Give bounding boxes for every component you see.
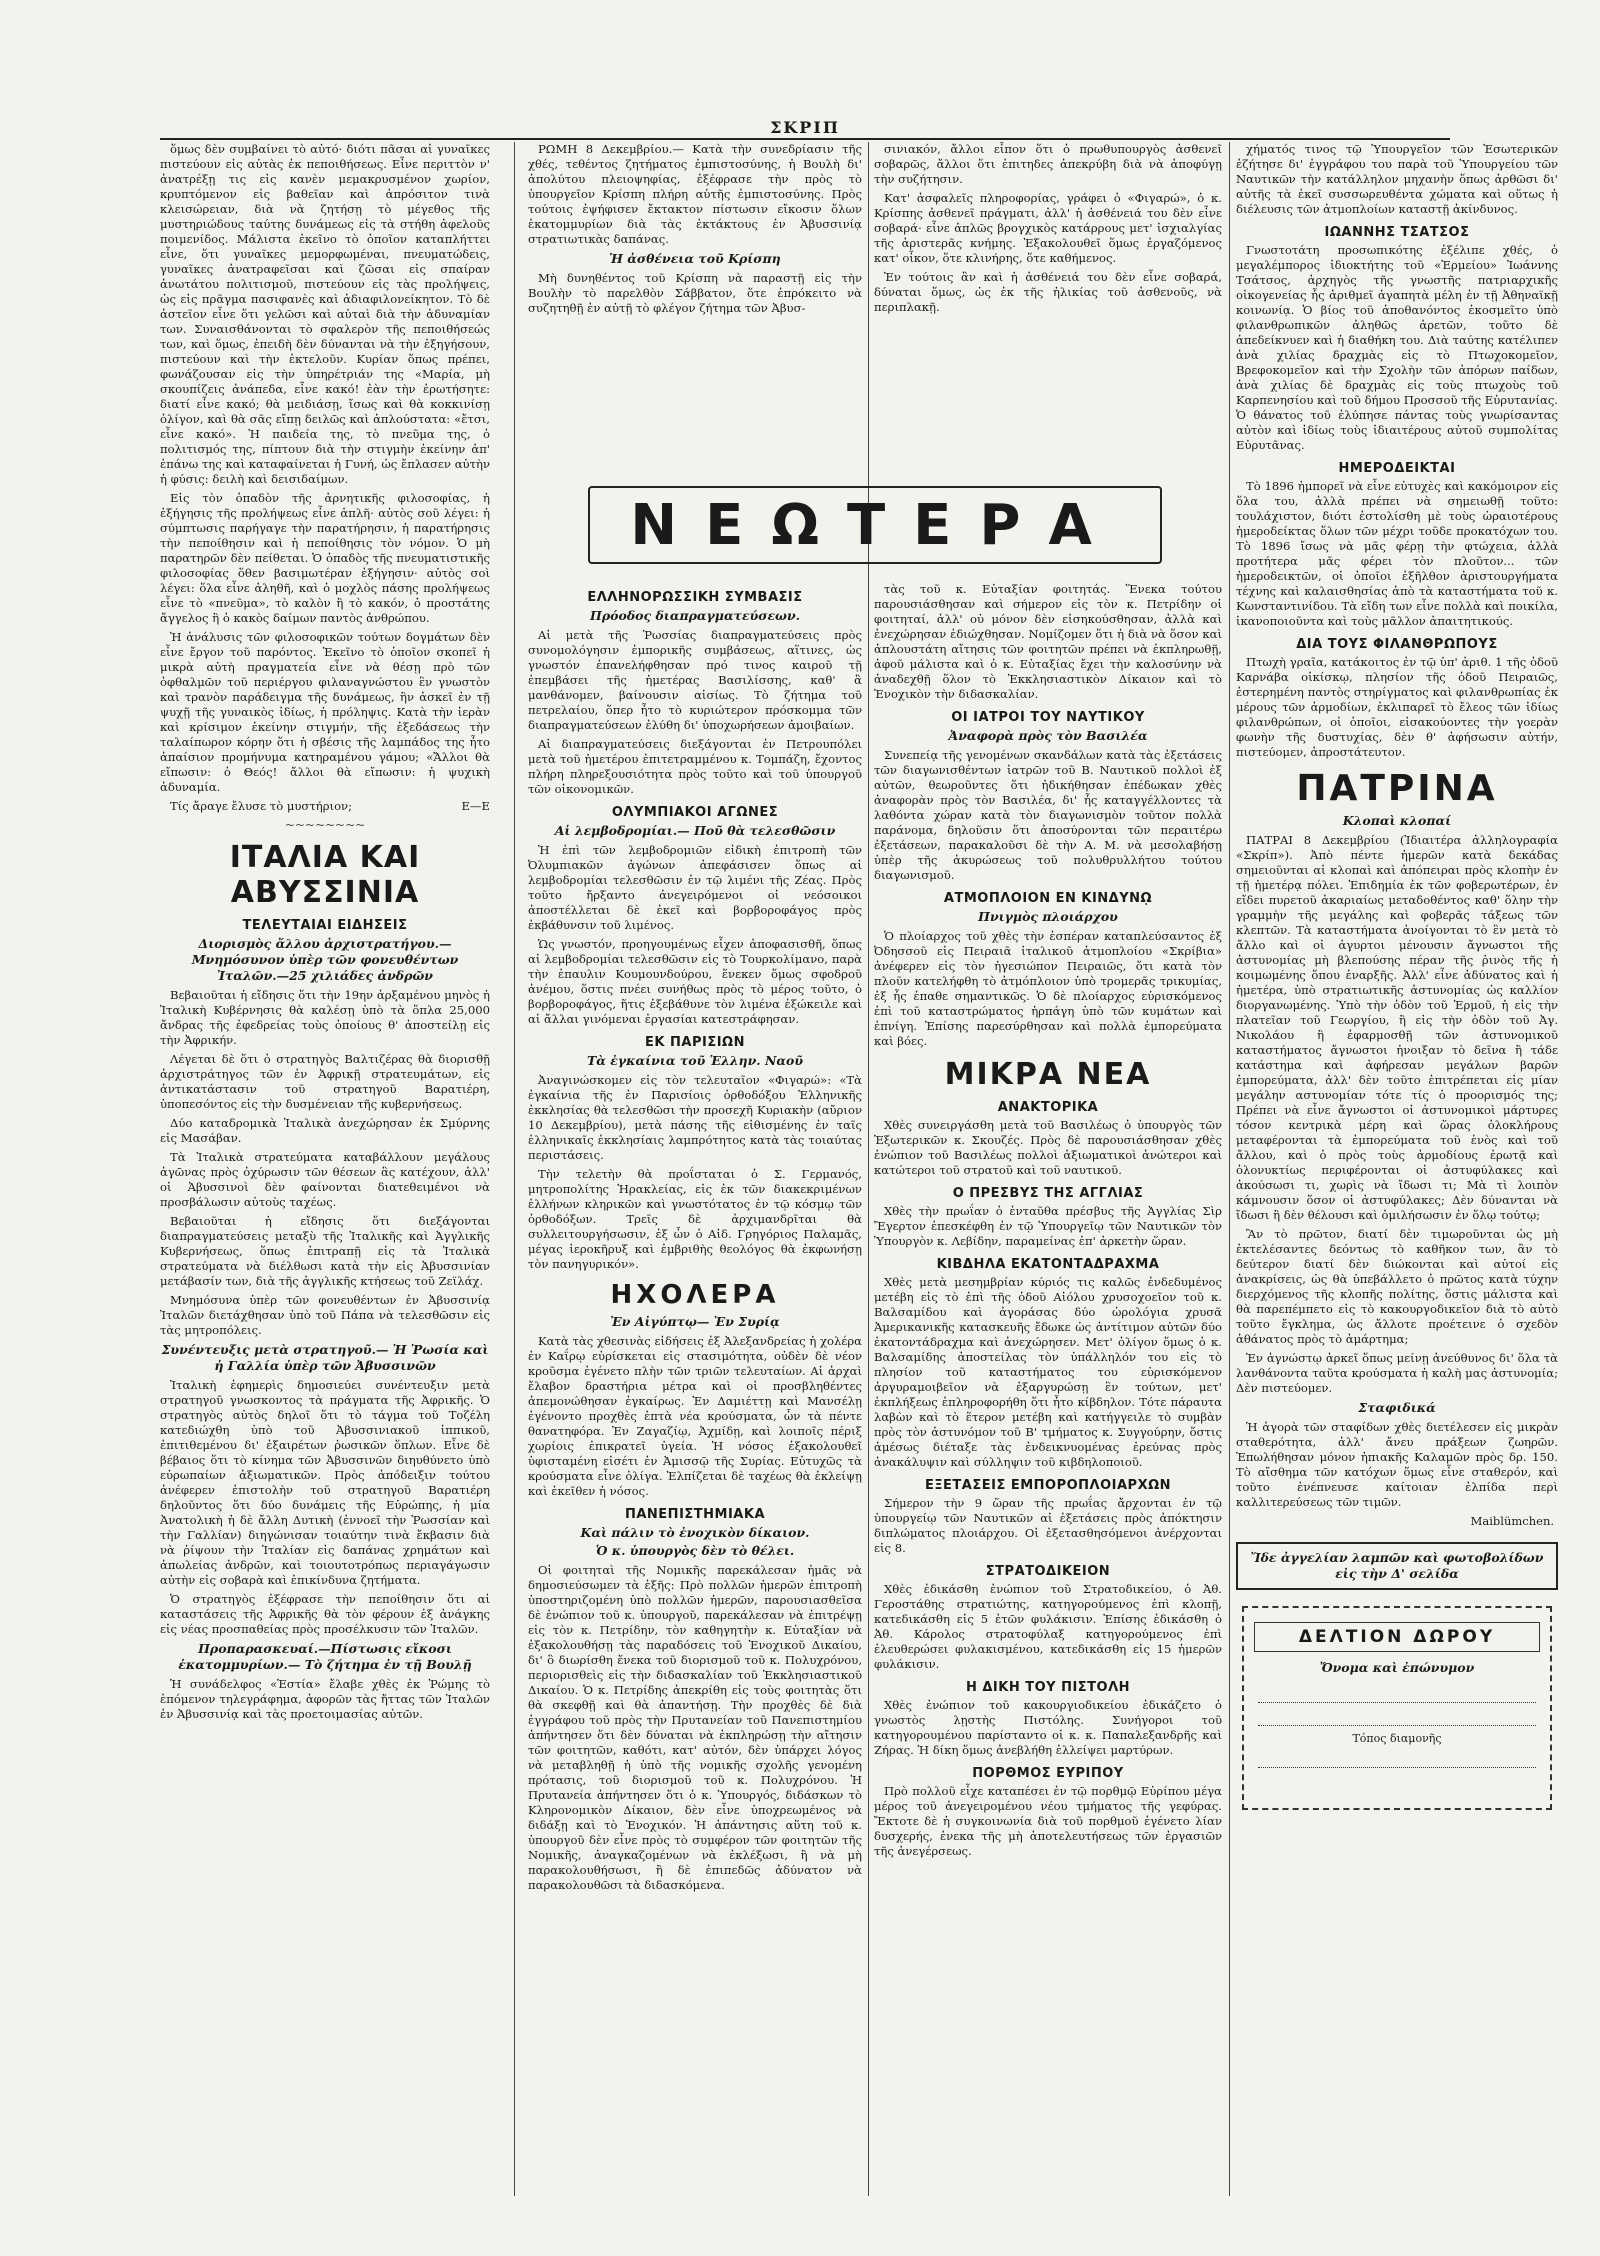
headline: Πρόοδος διαπραγματεύσεων. <box>590 608 800 623</box>
article-text: Ἐν τούτοις ἂν καὶ ἡ ἀσθένειά του δὲν εἶνε σοβαρά, δύναται ὅμως, ὡς ἐκ τῆς ἡλικίας τοῦ ἀσθενοῦς, νὰ περιπλακῇ. <box>874 270 1222 314</box>
separator: ~~~~~~~~ <box>284 818 366 832</box>
article-text: Τὴν τελετὴν θὰ προΐσταται ὁ Σ. Γερμανός, μητροπολίτης Ἡρακλείας, εἰς ἐκ τῶν διακεκριμένων ἑλλήνων κληρικῶν καὶ γνωστότατος ἐν τῷ κόσμῳ τῶν ὀρθοδόξων. Τρεῖς δὲ ἀρχιμανδρῖται θὰ συλλειτουργήσωσιν, ἐξ ὧν ὁ Αἰδ. Γρηγόριος Παλαμᾶς, μέγας ἱεροκῆρυξ καὶ ἐμβριθὴς θεολόγος θὰ ἐκφωνήσῃ τὸν πανηγυρικόν». <box>528 1167 862 1271</box>
headline: Ἡ ἀσθένεια τοῦ Κρίσπη <box>609 251 781 266</box>
masthead: ΣΚΡΙΠ <box>160 118 1450 140</box>
headline: Συνέντευξις μετὰ στρατηγοῦ.— Ἡ Ῥωσία καὶ ἡ Γαλλία ὑπὲρ τῶν Ἀβυσσινῶν <box>161 1342 489 1373</box>
article-text: Ὁ στρατηγὸς ἐξέφρασε τὴν πεποίθησιν ὅτι αἱ καταστάσεις τῆς Ἀφρικῆς θὰ τὸν φέρουν ἐξ ἀνάγκης εἰς νέας προσπαθείας πρὸς προσέλκυσιν τῶν Ἰταλῶν. <box>160 1592 490 1636</box>
article-text: σινιακόν, ἄλλοι εἶπον ὅτι ὁ πρωθυπουργὸς ἀσθενεῖ σοβαρῶς, ἄλλοι ὅτι ἐπιτηδες ἀπεκρύβη διὰ νὰ ἀποφύγῃ τὴν συζήτησιν. <box>874 142 1222 186</box>
coupon-title: ΔΕΛΤΙΟΝ ΔΩΡΟΥ <box>1254 1622 1540 1652</box>
advert-box <box>1236 1542 1558 1590</box>
column-4 <box>1236 142 1558 2216</box>
article-text: ΠΑΤΡΑΙ 8 Δεκεμβρίου (Ἰδιαιτέρα ἀλληλογραφία «Σκρίπ»). Ἀπὸ πέντε ἡμερῶν κατὰ δεκάδας σημειοῦνται αἱ κλοπαὶ καὶ ἀπόπειραι πρὸς κλοπὴν ἐν τῇ ἡμετέρᾳ πόλει. Ἐπιδημία ἐκ τῶν φοβερωτέρων, ἐν εἴδει πυρετοῦ ἀκαριαίως μεταδοθέντος καθ' ὅλην τὴν γραμμὴν τῆς μεγάλης καὶ φοβερᾶς τάξεως τῶν κλεπτῶν. Τὰ καταστήματα ἀνοίγονται τὸ ἓν μετὰ τὸ ἄλλο καὶ οἱ ἀγυρτοι μένουσιν ἄγνωστοι τῆς ἀστυνομίας μὴ βλεπούσης πέραν τῆς ῥινὸς τῆς ἡ κοιμωμένης ὅπου ἐναρξῆς. Ἀλλ' εἶνε ἀδύνατος καὶ ἡ ἡμετέρα, ὑπὸ στρατιωτικῆς ἀστυνομίας ὡς καλλίον διοργανωμένης. Ὑπὸ τὴν ὁδὸν τοῦ Ἑρμοῦ, ἡ εἰς τὴν πλατεῖαν τοῦ Γεωργίου, ἢ εἰς τὴν ὁδὸν τοῦ Ἀγ. Νικολάου ἢ ἐφαρμοσθῇ τῶν ἀστυνομικοῦ καταστήματος ἄγνωστοι ἠνοιξαν τὸ δεῖνα ἢ τάδε κατάστημα καὶ ἀφήρεσαν μεγάλων βαρῶν ἐμπορεύματα, ἀλλ' δὲν τοῦτο ἐπιτρέπεται εἰς μίαν μεγάλην αστυνομίαν τότε τίς ὁ προορισμός της; Πρέπει νὰ εἶνε ἄγνωστοι οἱ ἀστυνομικοὶ μάρτυρες τόσον κεντρικὰ μέρη καὶ ὥρας ὁλοκλήρους μεταφέρονται τὰ ἐμπορεύματα τοῦ ἑνὸς καὶ τοῦ ἄλλου, καὶ ὁ πρὸς τοὺς ἀρμοδίους ἐρωτᾷ καὶ ὁλονυκτίως περιφέρονται οἱ ἀστυφύλακες καὶ ἀκούσωσι τι, χωρὶς νὰ ἴδωσι τι; Μὰ τὶ λοιπὸν κάμνουσιν ὅσον οἱ ἀστυφύλακες; Δὲν δύνανται νὰ ἴδωσι ἢ δὲν θέλουσι καὶ ὁμιλήσωσιν ἐν ὅλῳ τούτῳ; <box>1236 833 1558 1222</box>
section-subtitle: Η ΔΙΚΗ ΤΟΥ ΠΙΣΤΟΛΗ <box>965 1680 1131 1695</box>
column-3 <box>874 582 1222 2216</box>
headline: Κλοπαὶ κλοπαί <box>1342 813 1452 828</box>
section-subtitle: ΠΟΡΘΜΟΣ ΕΥΡΙΠΟΥ <box>972 1766 1124 1781</box>
article-text: Γνωστοτάτη προσωπικότης ἐξέλιπε χθές, ὁ μεγαλέμπορος ἰδιοκτήτης τοῦ «Ἑρμείου» Ἰωάννης Τσάτσος, ἀρχηγὸς τῆς γνωστῆς πατριαρχικῆς οἰκογενείας ἧς ἀριθμεῖ ἀγαπητὰ μέλη ἐν τῇ Ἀθηναϊκῇ κοινωνίᾳ. Ὁ βίος τοῦ ἀποθανόντος ἐκοσμεῖτο ὑπὸ φιλανθρωπικῶν ἀληθῶς ἀρετῶν, τοῦτο δὲ ἀπεδείκνυεν καὶ ἡ διαθήκη του. Διὰ ταύτης κατέλιπεν ἀνὰ χιλίας δραχμὰς εἰς τὸ Πτωχοκομεῖον, Βρεφοκομεῖον καὶ τὴν Σχολὴν τῶν ἀπόρων παίδων, ἀνὰ χιλίας δὲ δραχμὰς εἰς τοὺς πτωχοὺς τοῦ Καρπενησίου καὶ τοῦ δήμου Προσσοῦ τῆς Εὐρυτανίας. Ὁ θάνατος τοῦ ἐλύπησε πάντας τοὺς γνωρίσαντας αὐτὸν καὶ ἰδίως τοὺς ἰδιαιτέρους αὐτοῦ συμπολίτας Εὐρυτᾶνας. <box>1236 243 1558 452</box>
article-text: Συνεπείᾳ τῆς γενομένων σκανδάλων κατὰ τὰς ἐξετάσεις τῶν διαγωνισθέντων ἰατρῶν τοῦ Β. Ναυτικοῦ πολλοὶ ἐξ αὐτῶν, θεωροῦντες ὅτι ἠδικήθησαν ἐπέδωκαν χθὲς ἀναφορὰν πρὸς τὸν Βασιλέα, δι' ἧς καταγγέλλοντες τὰ λαθόντα χώραν κατὰ τὸν διαγωνισμὸν τοῦτον πολλὰ παράνομα, δηλοῦσιν ὅτι ἀποσύρονται τῶν περαιτέρω ἐξετάσεων, παρακαλοῦσι δὲ τὴν Α. Μ. νὰ μεσολαβήσῃ ὑπὲρ τῆς ἀκυρώσεως τοῦ πολυθρυλλήτου τούτου διαγωνισμοῦ. <box>874 748 1222 882</box>
headline: Ὁ κ. ὑπουργὸς δὲν τὸ θέλει. <box>595 1543 795 1558</box>
section-title: ΟΙ ΙΑΤΡΟΙ ΤΟΥ ΝΑΥΤΙΚΟΥ <box>951 710 1145 725</box>
section-title: ΔΙΑ ΤΟΥΣ ΦΙΛΑΝΘΡΩΠΟΥΣ <box>1296 637 1498 652</box>
article-text: Χθὲς ἐδικάσθη ἐνώπιον τοῦ Στρατοδικείου, ὁ Ἀθ. Γεροστάθης στρατιώτης, κατηγορούμενος ἐπὶ κλοπῇ, κατεδικάσθη εἰς 5 ἐτῶν φυλάκισιν. Ἐπίσης ἐδικάσθη ὁ Ἀθ. Κάρολος στρατοφύλαξ κατηγορούμενος ἐπὶ ἐλευθερώσει φυλακισμένου, κατεδικάσθη εἰς 15 ἡμερῶν φυλάκισιν. <box>874 1582 1222 1671</box>
article-text: Τίς ἄραγε ἔλυσε τὸ μυστήριον; <box>170 799 353 813</box>
article-text: ὅμως δὲν συμβαίνει τὸ αὐτό· διότι πᾶσαι αἱ γυναῖκες πιστεύουν εἰς αὐτὰς ἐκ πεποιθήσεως. Εἶνε περιττὸν ν' ἀνατρέξῃ τις εἰς κανὲν μεμακρυσμένον χωρίον, κρυπτόμενον εἰς βαθεῖαν καὶ ἀπρόσιτον τινὰ κλεισώρειαν, διὰ νὰ ζητήσῃ τὸ μέγεθος τῆς μυστηριώδους ταύτης δυνάμεως εἰς τὰ στήθη ἀφελοῦς ποιμενίδος. Μάλιστα ἐκεῖνο τὸ ὁποῖον καταπλήττει εἶνε, ὅτι γυναῖκες μεμορφωμέναι, πνευματώδεις, γυναῖκες ἀνατραφεῖσαι καὶ ζῶσαι εἰς σπαίραν ἀνωτάτου πολιτισμοῦ, πιστεύουν εἰς τὰς προλήψεις, ὡς εἰς πρᾶγμα πασιφανὲς καὶ ἀδιαφιλονείκητον. Τὸ δὲ ἀστεῖον εἶνε ὅτι γελῶσι καὶ αὐταὶ διὰ τὴν ἀδυναμίαν των. Συναισθάνονται τὸ σφαλερὸν τῆς πεποιθήσεώς των, καὶ ὅμως, ἐπειδὴ δὲν δύνανται νὰ τὴν ἐξηγήσουν, πιστεύουν καὶ τὴν ἐκτελοῦν. Κυρίαν ὅπως πρέπει, φωνάζουσαν εἰς τὴν ὑπηρέτριάν της «Μαρία, μὴ σκουπίζεις ἀνάπεδα, εἶνε κακό! ἐὰν τὴν ἐρωτήσητε: διατί εἶνε κακό; θὰ μειδιάσῃ, ἴσως καὶ θὰ κοκκινίσῃ ὀλίγον, καὶ θὰ σᾶς εἴπῃ δειλῶς καὶ ἁπλούστατα: «ἔτσι, εἶνε κακό». Ἡ παιδεία της, τὸ πνεῦμα της, ὁ πολιτισμός της, πίπτουν διὰ τὴν στιγμὴν ἐκείνην ἀπ' ἐπάνω της καὶ καταφαίνεται ἡ Γυνή, ὡς ἔπλασεν αὐτὴν ἡ φύσις: δειλὴ καὶ δεισιδαίμων. <box>160 142 490 486</box>
headline: Καὶ πάλιν τὸ ἐνοχικὸν δίκαιον. <box>580 1525 810 1540</box>
article-text: χήματός τινος τῷ Ὑπουργεῖον τῶν Ἐσωτερικῶν ἐζήτησε δι' ἐγγράφου του παρὰ τοῦ Ὑπουργείου τῶν Ναυτικῶν τὴν κατάλληλον μηχανὴν ὅπως ἀρθῶσι δι' αὐτῆς τὰ ἐκεῖ συσσωρευθέντα χώματα καὶ οὕτως ἡ διέλευσις τῶν ἀτμοπλοίων καταστῇ ἀκίνδυνος. <box>1236 142 1558 216</box>
article-text: Χθὲς συνειργάσθη μετὰ τοῦ Βασιλέως ὁ ὑπουργὸς τῶν Ἐξωτερικῶν κ. Σκουζές. Πρὸς δὲ παρουσιάσθησαν χθὲς ἐνώπιον τοῦ Βασιλέως πολλοὶ ἀξιωματικοὶ ἀνώτεροι καὶ κατώτεροι τοῦ στρατοῦ καὶ τοῦ ναυτικοῦ. <box>874 1118 1222 1177</box>
article-text <box>160 799 490 814</box>
coupon-name-label: Ὄνομα καὶ ἐπώνυμον <box>1319 1660 1475 1675</box>
coupon-name-line <box>1258 1680 1536 1703</box>
headline: Διορισμὸς ἄλλου ἀρχιστρατήγου.— Μνημόσυνον ὑπὲρ τῶν φονευθέντων Ἰταλῶν.—25 χιλιάδες ἀνδρῶν <box>191 936 459 983</box>
section-title: ΑΤΜΟΠΛΟΙΟΝ ΕΝ ΚΙΝΔΥΝῼ <box>943 891 1153 906</box>
column-rule <box>1229 142 1230 2196</box>
section-subtitle: ΚΙΒΔΗΛΑ ΕΚΑΤΟΝΤΑΔΡΑΧΜΑ <box>936 1257 1160 1272</box>
coupon-name-line <box>1258 1703 1536 1726</box>
article-text: Ἡ ἀνάλυσις τῶν φιλοσοφικῶν τούτων δογμάτων δὲν εἶνε ἔργον τοῦ παρόντος. Ἐκεῖνο τὸ ὁποῖον σκοπεῖ ἡ μικρὰ αὐτὴ πραγματεία εἶνε νὰ θέσῃ πρὸ τῶν ὀφθαλμῶν τοῦ περιέργου φιλαναγνώστου ἓν γνωστὸν καὶ τρανὸν παράδειγμα τῆς δυνάμεως, ἣν ἀσκεῖ ἐν τῇ ψυχῇ τῆς γυναικὸς ἰδίως, ἡ πρόληψις. Κατὰ τὴν ἱερὰν καὶ κρίσιμον ἐκείνην στιγμήν, τῆς ἐξεδάσεως τὴν ταλαίπωρον κόρην ὅτι ἡ σβέσις τῆς λαμπάδος της ἦτο ἀπαίσιον προμήνυμα κατηραμένου γάμου; «Ἄλλοι θὰ εἴπωσιν: ὁ Θεός! ἄλλοι θὰ εἴπωσιν: ἡ ψυχικὴ ἀδυναμία. <box>160 630 490 794</box>
article-text: Κατ' ἀσφαλεῖς πληροφορίας, γράφει ὁ «Φιγαρώ», ὁ κ. Κρίσπης ἀσθενεῖ πράγματι, ἀλλ' ἡ ἀσθένειά του δὲν εἶνε σοβαρά· εἶνε ἁπλῶς βρογχικὸς κατάρρους μετ' ἰσχιαλγίας τῆς ἀριστερᾶς κνήμης. Ἐξακολουθεῖ ὅμως ἐργαζόμενος κατ' οἶκον, ὅτε κλινήρης, ὅτε καθήμενος. <box>874 191 1222 265</box>
headline: Προπαρασκευαί.—Πίστωσις εἴκοσι ἑκατομμυρίων.— Τὸ ζήτημα ἐν τῇ Βουλῇ <box>178 1641 472 1672</box>
article-text: Ὡς γνωστόν, προηγουμένως εἶχεν ἀποφασισθῆ, ὅπως αἱ λεμβοδρομίαι τελεσθῶσιν εἰς τὸ Τουρκολίμανο, παρὰ τὴν ἐπαυλιν Κουμουνδούρου, ἕνεκεν ὅμως σφοδροῦ ἀνέμου, ὅστις πνέει συνήθως πρὸς τὸ μέρος τοῦτο, ὁ βορβοροφάγος, ἥτις ἐξεβάθυνε τὸν λιμένα ἐξώκειλε καὶ αἱ ἄλλαι γινόμεναι ἐργασίαι κατεστράφησαν. <box>528 937 862 1026</box>
article-text: Οἱ φοιτηταὶ τῆς Νομικῆς παρεκάλεσαν ἡμᾶς νὰ δημοσιεύσωμεν τὰ ἑξῆς: Πρὸ πολλῶν ἡμερῶν ἐπιτροπὴ ὑποστηριζομένη ὑπὸ πολλῶν ἡμερῶν, παρουσιασθεῖσα δὲ ἐνώπιον τοῦ κ. ὑπουργοῦ, παρεκάλεσαν νὰ ἐπιτρέψῃ εἰς τὸν κ. Πετρίδην, τὸν καθηγητὴν κ. Εὐταξίαν νὰ ἐξακολουθήσῃ τὰς παραδόσεις τοῦ Ἐνοχικοῦ Δικαίου, δι' ὃ διωρίσθη ἕνεκα τοῦ διορισμοῦ τοῦ κ. Πολυχρόνου, περιορισθεὶς εἰς τὴν διδασκαλίαν τοῦ Ἐκκλησιαστικοῦ Δικαίου. Ὁ κ. Πετρίδης ἀπεκρίθη εἰς τοὺς φοιτητὰς ὅτι θὰ σκεφθῇ καὶ θὰ ἀπαντήσῃ. Τὴν προχθὲς δὲ διὰ ἐγγράφου τοῦ πρὸς τὴν Πρυτανείαν τοῦ Πανεπιστημίου ἀπήντησεν ὅτι δὲν δύναται νὰ ἐκπληρώσῃ τὴν αἴτησιν τῶν φοιτητῶν, καθότι, κατ' αὐτόν, δὲν ὑπάρχει λόγος νὰ μεταβληθῇ ἡ ὑπὸ τῆς νομικῆς σχολῆς γενομένη πρότασις, τοῦ διορισμοῦ τοῦ κ. Πολυχρόνου. Ἡ Πρυτανεία ἀπήντησεν ὅτι ὁ κ. Ὑπουργός, διδάσκων τὸ Κληρονομικὸν Δίκαιον, δὲν εἶνε ὑποχρεωμένος νὰ διδάξῃ καὶ τὸ Ἐνοχικόν. Ἡ ἀπάντησις αὕτη τοῦ κ. ὑπουργοῦ δὲν εἶνε πρὸς τὸ συμφέρον τῶν φοιτητῶν τῆς Νομικῆς, ἀναγκαζομένων νὰ ἐκλέξωσι, ἢ νὰ μὴ παρακολουθήσωσι, ἢ δὲ ἐπιπεδῶς ἀδύνατον νὰ παρακολουθῶσι τὰ διδασκόμενα. <box>528 1563 862 1892</box>
article-text: Χθὲς ἐνώπιον τοῦ κακουργιοδικείου ἐδικάζετο ὁ γνωστὸς λῃστὴς Πιστόλης. Συνήγοροι τοῦ κατηγορουμένου παρίσταντο οἱ κ. κ. Παπαλεξανδρῆς καὶ Ζήρας. Ἡ δίκη ὅμως ἀνεβλήθη ἐλλείψει μαρτύρων. <box>874 1698 1222 1757</box>
article-text: Πτωχὴ γραῖα, κατάκοιτος ἐν τῷ ὑπ' ἀριθ. 1 τῆς ὁδοῦ Καρνάβα οἰκίσκῳ, πλησίον τῆς ὁδοῦ Πειραιῶς, ἐστερημένη παντὸς στηρίγματος καὶ φιλανθρωπίας ἐκ μέρους τῶν ἀρμοδίων, ἐκλιπαρεῖ τὸ ἔλεος τῶν ἰδίως φιλανθρώπων, οἱ ὁποῖοι, εἰσακούοντες τὴν γοερὰν φωνὴν τῆς δυστυχίας, δὲν θ' ἀφήσωσιν αὐτήν, πιστεύομεν, ἀπροστάτευτον. <box>1236 655 1558 759</box>
article-text: Ἡ ἀγορὰ τῶν σταφίδων χθὲς διετέλεσεν εἰς μικρὰν σταθερότητα, ἀλλ' ἄνευ πράξεων ζωηρῶν. Ἐπωλήθησαν μόνον ἠπιακῆς Καλαμῶν πρὸς δρ. 150. Τὸ αἴσθημα τῶν κατόχων ὅμως εἶνε σταθερόν, καὶ τοῦτο ἐνέπνευσε καίτοιαν ἐλπίδα περὶ καλλιτερεύσεως τῶν τιμῶν. <box>1236 1420 1558 1509</box>
section-title: ΙΤΑΛΙΑ ΚΑΙ ΑΒΥΣΣΙΝΙΑ <box>229 840 421 910</box>
headline: Σταφιδικά <box>1358 1400 1436 1415</box>
article-text: Ἂν τὸ πρῶτον, διατί δὲν τιμωροῦνται ὡς μὴ ἐκτελέσαντες δεόντως τὸ καθῆκον των, ἂν τὸ δεύτερον διατί δὲν διώκονται καὶ αὐτοί εἰς ἀνακρίσεις, ὡς θὰ ὑπεβάλλετο ὁ πρῶτος κατὰ τύχην διερχόμενος τῆς κλοπῆς πολίτης, ὅστις μάλιστα καὶ θὰ παρεπέμπετο εἰς τὸ κακουργοδικεῖον διὰ τὸ αὐτὸ τοῦτο ἔγκλημα, ὡς ἄλλοτε προέτεινε ὁ σχεδὸν ἀθάνατος πρὸς τὸ ἀμάρτημα; <box>1236 1227 1558 1346</box>
column-3-top <box>874 142 1222 472</box>
article-text: Μὴ δυνηθέντος τοῦ Κρίσπη νὰ παραστῇ εἰς τὴν Βουλὴν τὸ παρελθὸν Σάββατον, ὅτε ἐπρόκειτο νὰ συζητηθῇ ἐν αὐτῇ τὸ φλέγον ζήτημα τῶν Ἀβυσ- <box>528 271 862 315</box>
headline: Τὰ ἐγκαίνια τοῦ Ἑλλην. Ναοῦ <box>586 1053 804 1068</box>
headline: Ἀναφορὰ πρὸς τὸν Βασιλέα <box>948 728 1148 743</box>
article-text: Κατὰ τὰς χθεσινὰς εἰδήσεις ἐξ Ἀλεξανδρείας ἡ χολέρα ἐν Καΐρῳ εὑρίσκεται εἰς στασιμότητα, οὐδὲν δὲ νέον κροῦσμα ἐγένετο πλὴν τῶν τριῶν τελευταίων. Αἱ ἀρχαὶ ἔλαβον δραστήρια μέτρα καὶ οἱ προσβληθέντες ἀπεμονώθησαν ἐγκαίρως. Ἐν Δαμιέττῃ καὶ Μανσέλῃ ἐγένοντο προχθὲς ἑπτὰ νέα κρούσματα, ὧν τὰ πέντε θανατηφόρα. Ἐν Ζαγαζίῳ, Ἀχμίδῃ, καὶ λοιποῖς πέριξ χωρίοις ἐπικρατεῖ ὑγεία. Ἡ νόσος ἐξακολουθεῖ ὑφισταμένη εἰσέτι ἐν Ἀμισσῷ τῆς Συρίας. Εὐτυχῶς τὰ κρούσματα εἶνε ὀλίγα. Ἐλπίζεται δὲ ταχέως θὰ ἐκλείψῃ καὶ ἐκεῖθεν ἡ νόσος. <box>528 1334 862 1498</box>
section-title: ΕΛΛΗΝΟΡΩΣΣΙΚΗ ΣΥΜΒΑΣΙΣ <box>587 590 803 605</box>
column-rule <box>514 142 515 2196</box>
section-subtitle: Ο ΠΡΕΣΒΥΣ ΤΗΣ ΑΓΓΛΙΑΣ <box>952 1186 1144 1201</box>
article-text: Λέγεται δὲ ὅτι ὁ στρατηγὸς Βαλτιζέρας θὰ διορισθῇ ἀρχιστράτηγος τῶν ἐν Ἀφρικῇ στρατευμάτων, εἰς ἀντικατάστασιν τοῦ στρατηγοῦ Βαρατιέρη, ὑποπεσόντος εἰς τὴν δυσμένειαν τῆς κυβερνήσεως. <box>160 1052 490 1111</box>
article-text: Αἱ μετὰ τῆς Ῥωσσίας διαπραγματεύσεις πρὸς συνομολόγησιν ἐμπορικῆς συμβάσεως, αἵτινες, ὡς γνωστόν ἐπανελήφθησαν πρό τινος καιροῦ τῇ ἐπεμβάσει τῆς ἡμετέρας Βασιλίσσης, καθ' ἃ μανθάνομεν, βαίνουσιν αἰσίως. Τὸ ζήτημα τοῦ πετρελαίου, ὅπερ ἦτο τὸ κυριώτερον πρόσκομμα τῶν διαπραγματεύσεων ἐλύθη δι' ὑποχωρήσεων ἀμοιβαίων. <box>528 628 862 732</box>
article-text: Ἡ συνάδελφος «Ἑστία» ἔλαβε χθὲς ἐκ Ῥώμης τὸ ἑπόμενον τηλεγράφημα, ἀφορῶν τὰς ἤττας τῶν Ἰταλῶν ἐν Ἀβυσσινίᾳ καὶ τὰς προετοιμασίας αὐτῶν. <box>160 1677 490 1721</box>
section-title: ΠΑΝΕΠΙΣΤΗΜΙΑΚΑ <box>624 1507 765 1522</box>
section-title: ΜΙΚΡΑ ΝΕΑ <box>944 1057 1152 1092</box>
section-subtitle: ΣΤΡΑΤΟΔΙΚΕΙΟΝ <box>985 1564 1111 1579</box>
article-text: Δύο καταδρομικὰ Ἰταλικὰ ἀνεχώρησαν ἐκ Σμύρνης εἰς Μασάβαν. <box>160 1116 490 1145</box>
signature: Ε—Ε <box>461 799 490 813</box>
advert-text: Ἴδε ἀγγελίαν λαμπῶν καὶ φωτοβολίδων εἰς τὴν Δ' σελίδα <box>1250 1550 1544 1581</box>
article-text: Ἡ ἐπὶ τῶν λεμβοδρομιῶν εἰδικὴ ἐπιτροπὴ τῶν Ὀλυμπιακῶν ἀγώνων ἀπεφάσισεν ὅπως αἱ λεμβοδρομίαι τελεσθῶσιν ἐν τῷ λιμένι τῆς Ζέας. Πρὸς τοῦτο ἤρξαντο ἀνεγειρόμενοι οἱ νεόσοικοι ἀποστέλλεται δὲ ἐκεῖ καὶ βορβοροφάγος πρὸς ἐκβάθυνσιν τοῦ λιμένος. <box>528 843 862 932</box>
article-text: Χθὲς τὴν πρωΐαν ὁ ἐνταῦθα πρέσβυς τῆς Ἀγγλίας Σὶρ Ἔγερτον ἐπεσκέφθη ἐν τῷ Ὑπουργεῖῳ τῶν Ναυτικῶν τὸν Ὑπουργὸν κ. Λεβίδην, παραμείνας ἐπ' ἀρκετὴν ὥραν. <box>874 1204 1222 1248</box>
coupon-address-line <box>1258 1745 1536 1768</box>
headline: Ἐν Αἰγύπτῳ— Ἐν Συρίᾳ <box>610 1314 780 1329</box>
section-subtitle: ΑΝΑΚΤΟΡΙΚΑ <box>997 1100 1099 1115</box>
column-2 <box>528 582 862 2216</box>
neotera-title: ΝΕΩΤΕΡΑ <box>588 486 1162 564</box>
section-title: ΗΧΟΛΕΡΑ <box>610 1280 780 1310</box>
article-text: Εἰς τὸν ὀπαδὸν τῆς ἀρνητικῆς φιλοσοφίας, ἡ ἐξήγησις τῆς προλήψεως εἶνε ἁπλῆ· αὐτὸς σοῦ λέγει: ἡ σύμπτωσις παρήγαγε τὴν παρατήρησιν, ἡ παρατήρησις τὴν πεποίθησιν καὶ ἡ πεποίθησις τὸν νόμον. Ὁ μὴ παρατηρῶν δὲν πείθεται. Ὁ ὀπαδὸς τῆς πνευματιστικῆς φιλοσοφίας ὅθεν βασιμωτέραν ἐξήγησιν· αὐτὸς σοὶ λέγει: ὅλα εἶνε ἀληθῆ, καὶ ὁ μοχλὸς πάσης προλήψεως εἶνε τὸ «πνεῦμα», τὸ καλὸν ἢ τὸ κακόν, ὁ προστάτης ἄγγελος ἢ ὁ κακὸς δαίμων παντὸς ἀνθρώπου. <box>160 491 490 625</box>
article-text: τὰς τοῦ κ. Εὐταξίαν φοιτητάς. Ἕνεκα τούτου παρουσιάσθησαν καὶ σήμερον εἰς τὸν κ. Πετρίδην οἱ φοιτηταί, ἀλλ' οὐ μόνον δὲν εἰσηκούσθησαν, ἀλλὰ καὶ ἐνεχώρησαν ἐδιώχθησαν. Νομίζομεν ὅτι ἡ διὰ νὰ ὅσον καὶ ἁπλουστάτη αἴτησις τῶν φοιτητῶν πρέπει νὰ ἐκπληρωθῇ, ἀφοῦ μάλιστα καὶ ὁ κ. Εὐταξίας ἔχει τὴν καλοσύνην νὰ ἀναδεχθῇ ὅλον τὸ Ἐκκλησιαστικὸν Δίκαιον καὶ τὸ Ἐνοχικὸν τὴν διδασκαλίαν. <box>874 582 1222 701</box>
article-text: Πρὸ πολλοῦ εἶχε καταπέσει ἐν τῷ πορθμῷ Εὐρίπου μέγα μέρος τοῦ ἀνεγειρομένου νέου τμήματος τῆς γεφύρας. Ἔκτοτε δὲ ἡ συγκοινωνία διὰ τοῦ πορθμοῦ ἐγένετο λίαν δυσχερής, ἐνεκα τῆς μὴ ἀποτελευτήσεως τῶν ἐργασιῶν τῆς ἀνεγέρσεως. <box>874 1784 1222 1858</box>
article-text: Ὁ πλοίαρχος τοῦ χθὲς τὴν ἑσπέραν καταπλεύσαντος ἐξ Ὀδησσοῦ εἰς Πειραιᾶ ἰταλικοῦ ἀτμοπλοίου «Σκρίβια» ἀνέφερεν εἰς τὸν ἡγεσιώπον Πειραιῶς, ὅτι κατὰ τὸν πλοῦν κατελήφθη τὸ ἀτμόπλοιον ὑπὸ τρομερᾶς τρικυμίας, ἐξ ἧς ἐπαθε σημαντικῶς. Ὁ δὲ πλοίαρχος εὑρισκόμενος ἐπὶ τοῦ καταστρώματος ἡρπάγη ὑπὸ τῶν κυμάτων καὶ ἐπνίγη. Ἐπίσης παρεσύρθησαν καὶ πολλὰ ἐμπορεύματα καὶ βόες. <box>874 929 1222 1048</box>
section-title: ΠΑΤΡΙΝΑ <box>1296 768 1498 809</box>
section-title: ΙΩΑΝΝΗΣ ΤΣΑΤΣΟΣ <box>1324 225 1470 240</box>
article-text: Αἱ διαπραγματεύσεις διεξάγονται ἐν Πετρουπόλει μετὰ τοῦ ἡμετέρου ἐπιτετραμμένου κ. Τομπάζη, ἔχοντος πλήρη πληρεξουσιότητα πρὸς τοῦτο καὶ τοῦ ὑπουργοῦ τῶν οἰκονομικῶν. <box>528 737 862 796</box>
section-title: ΕΚ ΠΑΡΙΣΙΩΝ <box>645 1035 745 1050</box>
article-text: Ἀναγινώσκομεν εἰς τὸν τελευταῖον «Φιγαρώ»: «Τὰ ἐγκαίνια τῆς ἐν Παρισίοις ὀρθοδόξου Ἑλληνικῆς ἐκκλησίας θὰ τελεσθῶσι τὴν προσεχῆ Κυριακὴν (αὔριον 10 Δεκεμβρίου), μετὰ πάσης τῆς εἰθισμένης ἐν ταῖς ἑλληνικαῖς ἐκκλησίαις λαμπρότητος κατὰ τὰς τοιαύτας περιστάσεις. <box>528 1073 862 1162</box>
article-text: Ἐν ἀγνώστῳ ἀρκεῖ ὅπως μείνῃ ἀνεύθυνος δι' ὅλα τὰ λανθάνοντα ταῦτα κρούσματα ἡ καλὴ μας ἀστυνομία; Δὲν πιστεύομεν. <box>1236 1351 1558 1395</box>
article-text: Σήμερον τὴν 9 ὥραν τῆς πρωΐας ἄρχονται ἐν τῷ ὑπουργείῳ τῶν Ναυτικῶν αἱ ἐξετάσεις πρὸς ἀπόκτησιν διπλώματος πλοιάρχου. Οἱ ἐξετασθησόμενοι ἀνέρχονται εἰς 8. <box>874 1496 1222 1555</box>
article-text: Βεβαιοῦται ἡ εἴδησις ὅτι τὴν 19ην ἀρξαμένου μηνὸς ἡ Ἰταλικὴ Κυβέρνησις θὰ καλέσῃ ὑπὸ τὰ ὅπλα 25,000 ἄνδρας τῆς ἐφεδρείας τοὺς ὁποίους θ' ἀποστείλῃ εἰς τὴν Ἀφρικήν. <box>160 988 490 1047</box>
headline: Πνιγμὸς πλοιάρχου <box>978 909 1118 924</box>
article-text: Τὸ 1896 ἡμπορεῖ νὰ εἶνε εὐτυχὲς καὶ κακόμοιρον εἰς ὅλα του, ἀλλὰ πρέπει νὰ σημειωθῇ τοῦτο: τουλάχιστον, διότι ἐστολίσθη μὲ τοὺς ὡραιοτέρους ἡμεροδείκτας ὅλων τῶν μέχρι τοῦδε προκατόχων του. Τὸ 1896 ἴσως νὰ μᾶς φέρῃ τὴν φτώχεια, ἀλλὰ προτήτερα μᾶς φέρει τὸν πλοῦτον... τῶν ἡμεροδεικτῶν, οἱ ὁποῖοι ἐξῆλθον ἀριστουργήματα τέχνης καὶ καλαισθησίας ἀπὸ τὰ καταστήματα τοῦ κ. Κωνσταντινίδου. Τὰ εἴδη των εἶνε πολλὰ καὶ ποικίλα, ἱκανοποιοῦντα καὶ τοὺς μᾶλλον ἀπαιτητικούς. <box>1236 479 1558 628</box>
section-subtitle: ΕΞΕΤΑΣΕΙΣ ΕΜΠΟΡΟΠΛΟΙΑΡΧΩΝ <box>924 1478 1172 1493</box>
gift-coupon <box>1242 1606 1552 1810</box>
coupon-address-label: Τόπος διαμονῆς <box>1352 1732 1442 1745</box>
article-text: ΡΩΜΗ 8 Δεκεμβρίου.— Κατὰ τὴν συνεδρίασιν τῆς χθές, τεθέντος ζητήματος ἐμπιστοσύνης, ἡ Βουλὴ δι' ἀπολύτου πλειοψηφίας, ἐξέφρασε τὴν πρὸς τὸ ὑπουργεῖον Κρίσπη πλήρη αὐτῆς ἐμπιστοσύνης. Πρὸς τούτοις ἐψήφισεν ἔκτακτον πίστωσιν εἴκοσιν ὅλων ἑκατομμυρίων διὰ τὰς ἐκτάκτους ἐν Ἀβυσσινίᾳ στρατιωτικὰς δαπάνας. <box>528 142 862 246</box>
column-1 <box>160 142 490 2216</box>
article-text: Βεβαιοῦται ἡ εἴδησις ὅτι διεξάγονται διαπραγματεύσεις μεταξὺ τῆς Ἰταλικῆς καὶ Ἀγγλικῆς Κυβερνήσεως, ὅπως ἐπιτραπῇ εἰς τὰ Ἰταλικὰ στρατεύματα νὰ διέλθωσι κατὰ τὴν εἰς Ἀβυσσινίαν μετάβασίν των, διὰ τῆς ἀγγλικῆς κτήσεως τοῦ Ζεϊλάχ. <box>160 1214 490 1288</box>
article-text: Ἰταλικὴ ἐφημερὶς δημοσιεύει συνέντευξιν μετὰ στρατηγοῦ γνωσκοντος τὰ πράγματα τῆς Ἀφρικῆς. Ὁ στρατηγὸς αὐτὸς δηλοῖ ὅτι τὸ τάγμα τοῦ Τοζέλη κατεδιώχθη ὑπὸ τοῦ Ἀβυσσινιακοῦ ἱππικοῦ, ἐπιτιθεμένου δι' ἐξαιρέτων ῥωσικῶν ὅπλων. Εἶνε δὲ βέβαιος ὅτι τὸ κίνημα τῶν Ἀβυσσινῶν διηυθύνετο ὑπὸ εὐρωπαίων ἀξιωματικῶν. Πρὸς ἀπόδειξιν τούτου ἀνέφερεν ἐπιστολὴν τοῦ στρατηγοῦ Βαρατιέρη δηλοῦντος ὅτι δύο δυνάμεις τῆς Εὐρώπης, ἡ μία Ἀνατολικὴ ἡ δὲ ἄλλη Δυτικὴ (ἐννοεῖ τὴν Ῥωσσίαν καὶ τὴν Γαλλίαν) διηγώνισαν τοιαύτην τινὰ ἔκβασιν διὰ νὰ ῥίψουν τὴν Ἰταλίαν εἰς δαπάνας χρημάτων καὶ ἀπωλείας ἀνδρῶν, καὶ τοιουτοτρόπως περιαγάγωσιν αὐτὴν εἰς σοβαρὰ καὶ ἐπικίνδυνα ζητήματα. <box>160 1378 490 1587</box>
signature: Maiblümchen. <box>1470 1514 1554 1528</box>
article-text: Τὰ Ἰταλικὰ στρατεύματα καταβάλλουν μεγάλους ἀγῶνας πρὸς ὀχύρωσιν τῶν θέσεων ἃς κατέχουν, ἀλλ' οἱ Ἀβυσσινοὶ δὲν φαίνονται διατεθειμένοι νὰ προσβάλωσιν αὐτοὺς ταχέως. <box>160 1150 490 1209</box>
article-text: Μνημόσυνα ὑπὲρ τῶν φονευθέντων ἐν Ἀβυσσινίᾳ Ἰταλῶν διετάχθησαν ὑπὸ τοῦ Πάπα νὰ τελεσθῶσιν εἰς τὰς μητροπόλεις. <box>160 1293 490 1337</box>
headline: Αἱ λεμβοδρομίαι.— Ποῦ θὰ τελεσθῶσιν <box>554 823 836 838</box>
column-rule <box>868 142 869 2196</box>
section-title: ΗΜΕΡΟΔΕΙΚΤΑΙ <box>1338 461 1456 476</box>
article-text: Χθὲς μετὰ μεσημβρίαν κύριός τις καλῶς ἐνδεδυμένος μετέβη εἰς τὸ ἐπὶ τῆς ὁδοῦ Αἰόλου χρυσοχοεῖον τοῦ κ. Βαλσαμίδου καὶ ἀγοράσας δύο ὡρολόγια χρυσᾶ Ἀμερικανικῆς κατασκευῆς ἔδωκε ὡς ἀντίτιμον αὐτῶν δύο ἑκατοντάδραχμα καὶ ἀνεχώρησεν. Μετ' ὀλίγον ὅμως ὁ κ. Βαλσαμίδης ἀποστείλας τὸν ὑπάλληλόν του εἰς τὸ πλησίον τοῦ καταστήματος του εὑρισκόμενον ἀργυραμοιβεῖον νὰ ἐξαργυρώσῃ ἓν τούτων, μετ' ἐκπλήξεως ἐπληροφορήθη ὅτι ἦτο κίβδηλον. Τότε πάραυτα λαβὼν καὶ τὸ ἕτερον μετέβη καὶ κατήγγειλε τὸ συμβὰν πρὸς τὸν ἀστυνόμον τοῦ Β' τμήματος κ. Συγγούρην, ὅστις ἀμέσως διέταξε τὰς ἐνδεικνυομένας ἐρεύνας πρὸς ἀνακάλυψιν καὶ σύλληψιν τοῦ κιβδηλοποιοῦ. <box>874 1275 1222 1469</box>
column-2-top <box>528 142 862 472</box>
section-title: ΟΛΥΜΠΙΑΚΟΙ ΑΓΩΝΕΣ <box>611 805 779 820</box>
neotera-banner <box>528 476 1222 574</box>
section-subtitle: ΤΕΛΕΥΤΑΙΑΙ ΕΙΔΗΣΕΙΣ <box>242 918 408 933</box>
